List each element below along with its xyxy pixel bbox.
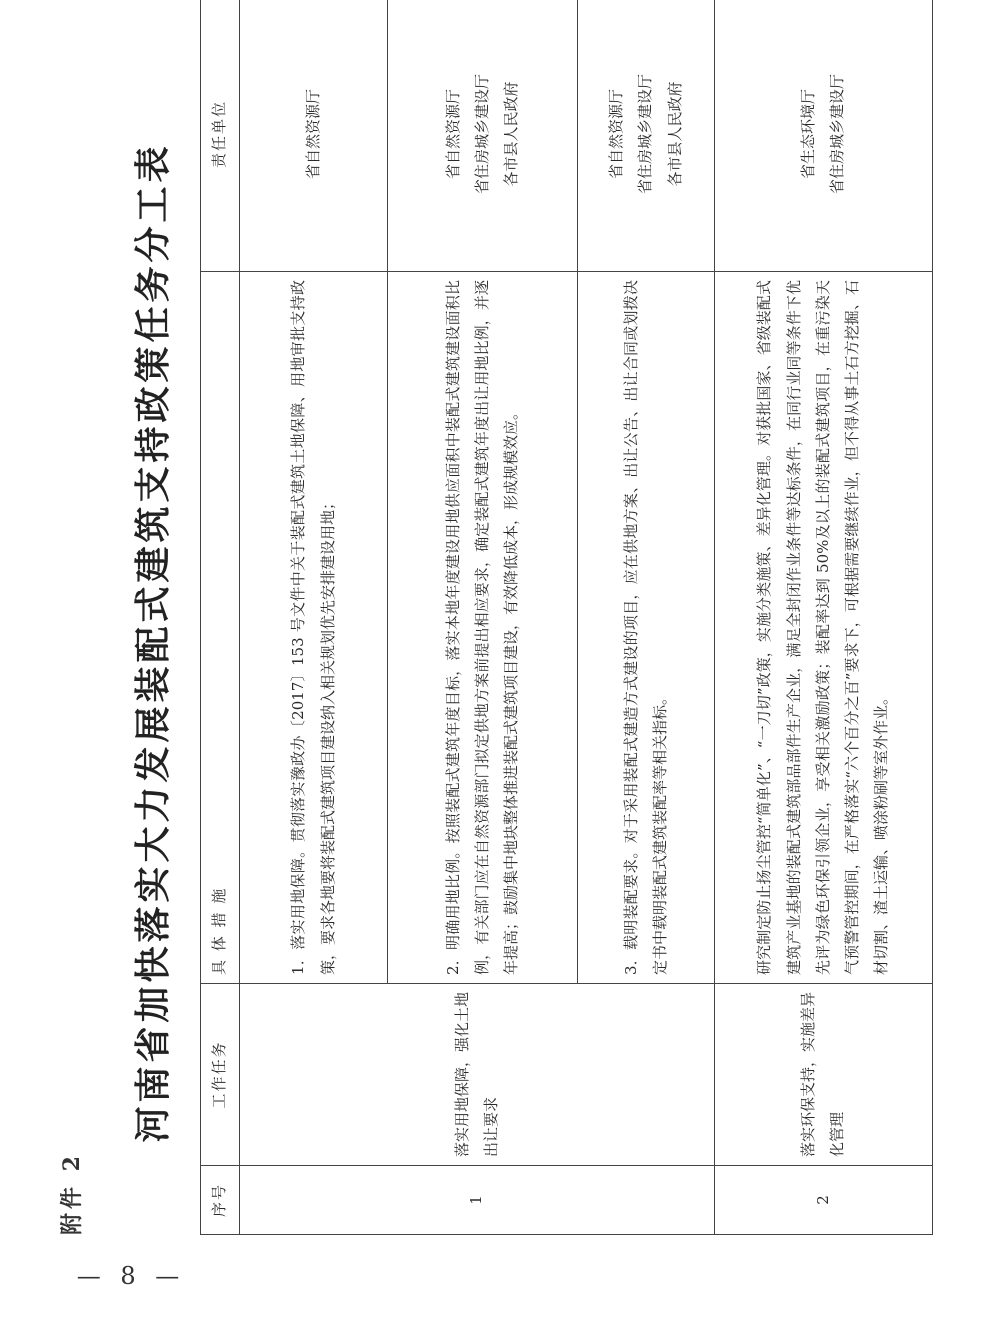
measure-cell: 3．载明装配要求。对于采用装配式建造方式建设的项目，应在供地方案、出让公告、出让合同或划拨决定书中载明装配式建筑装配率等相关指标。 (578, 272, 715, 984)
header-measures: 具 体 措 施 (201, 272, 240, 984)
row-task (714, 984, 932, 1166)
unit-name: 省住房城乡建设厅 (473, 74, 492, 195)
measure-cell: 研究制定防止扬尘管控“简单化”、“一刀切”政策，实施分类施策、差异化管理。对获批国家、省级装配式建筑产业基地的装配式建筑部品部件生产企业，满足全封闭作业条件等达标条件，在同行业同等条件下优先评为绿色环保引领企业，享受相关激励政策；装配率达到 50%及以上的装配式建筑项目，在重污染天气预警管控期间，在严格落实“六个百分之百”要求下，可根据需要继续作业，但不得从事土石方挖掘、石材切割、渣土运输、喷涂粉刷等室外作业。 (714, 272, 932, 984)
table-row (714, 0, 932, 1235)
unit-name: 各市县人民政府 (502, 81, 521, 187)
header-task: 工作任务 (201, 984, 240, 1166)
unit-cell (578, 0, 715, 272)
measure-cell: 1．落实用地保障。贯彻落实豫政办〔2017〕153 号文件中关于装配式建筑土地保障、用地审批支持政策，要求各地要将装配式建筑项目建设纳入相关规划优先安排建设用地； (240, 272, 388, 984)
table-header-row (201, 0, 240, 1235)
page-number: — 8 — (76, 1262, 186, 1290)
row-index: 1 (240, 1166, 715, 1235)
table-row (240, 0, 388, 1235)
task-text: 落实用地保障，强化土地出让要求 (452, 991, 500, 1157)
header-responsible-unit: 责任单位 (201, 0, 240, 272)
unit-name: 省自然资源厅 (607, 89, 626, 180)
rotated-document (55, 50, 955, 1235)
unit-name: 各市县人民政府 (665, 81, 684, 187)
unit-name: 省住房城乡建设厅 (636, 74, 655, 195)
unit-name: 省自然资源厅 (303, 89, 322, 180)
unit-cell (240, 0, 388, 272)
unit-name: 省自然资源厅 (443, 89, 462, 180)
task-text: 落实环保支持，实施差异化管理 (799, 991, 847, 1157)
task-table (200, 0, 933, 1235)
document-title: 河南省加快落实大力发展装配式建筑支持政策任务分工表 (132, 142, 174, 1143)
unit-name: 省住房城乡建设厅 (828, 74, 847, 195)
header-index: 序号 (201, 1166, 240, 1235)
row-index: 2 (714, 1166, 932, 1235)
unit-cell (714, 0, 932, 272)
measure-cell: 2．明确用地比例。按照装配式建筑年度目标，落实本地年度建设用地供应面积中装配式建筑建设面积比例，有关部门应在自然资源部门拟定供地方案前提出相应要求，确定装配式建筑年度出让用地比例，并逐年提高；鼓励集中地块整体推进装配式建筑项目建设，有效降低成本，形成规模效应。 (388, 272, 578, 984)
unit-name: 省生态环境厅 (799, 89, 818, 180)
unit-cell (388, 0, 578, 272)
attachment-label: 附件 2 (59, 1152, 85, 1235)
row-task (240, 984, 715, 1166)
